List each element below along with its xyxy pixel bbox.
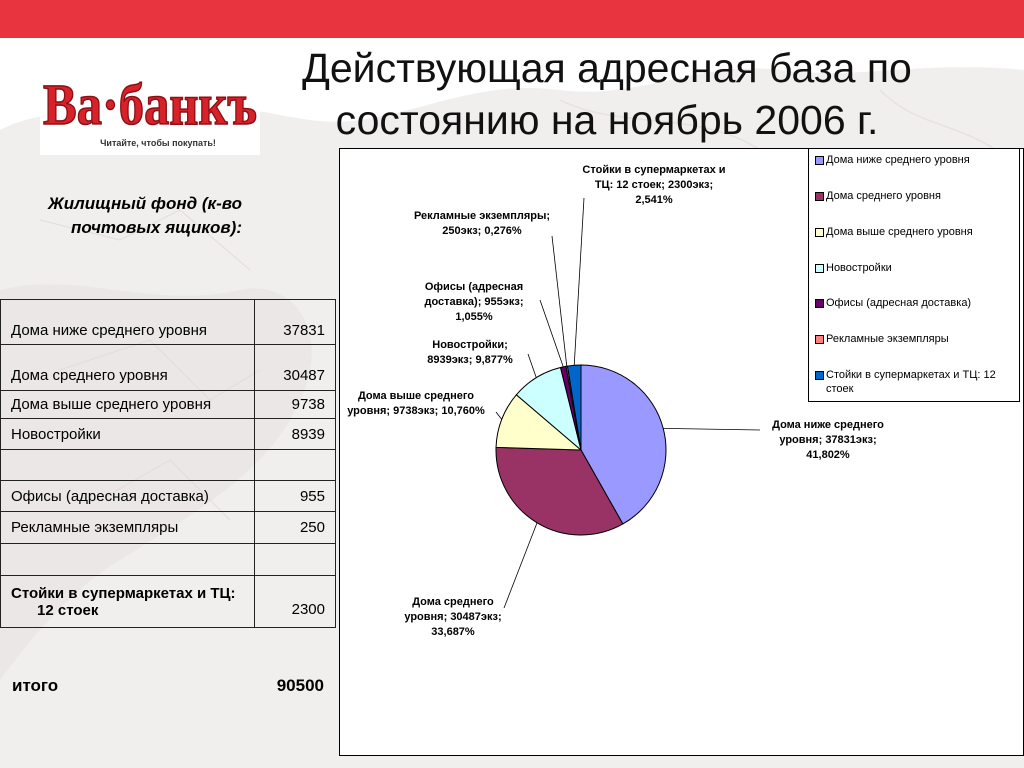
svg-text:Читайте, чтобы покупать!: Читайте, чтобы покупать!	[100, 138, 216, 148]
row-label: Дома среднего уровня	[1, 345, 255, 391]
row-label: Стойки в супермаркетах и ТЦ: 12 стоек	[1, 576, 255, 628]
legend-label: Дома ниже среднего уровня	[826, 154, 970, 166]
legend-swatch-1	[815, 192, 824, 201]
total-label: итого	[12, 676, 59, 695]
legend-swatch-6	[815, 371, 824, 380]
data-label-0: Дома ниже среднего уровня; 37831экз; 41,802%	[772, 419, 884, 461]
data-label-1: Дома среднего уровня; 30487экз; 33,687%	[404, 596, 502, 638]
row-value: 30487	[255, 345, 336, 391]
row-value: 250	[255, 512, 336, 544]
legend-label: Новостройки	[826, 262, 892, 274]
leader-line	[540, 300, 563, 367]
row-label: Дома выше среднего уровня	[1, 391, 255, 419]
legend-label: Рекламные экземпляры	[826, 333, 949, 345]
legend-swatch-3	[815, 264, 824, 273]
row-label: Офисы (адресная доставка)	[1, 481, 255, 512]
row-value: 37831	[255, 300, 336, 345]
leader-line	[663, 428, 760, 430]
data-label-2: Дома выше среднего уровня; 9738экз; 10,760%	[347, 390, 485, 417]
data-label-3: Новостройки; 8939экз; 9,877%	[427, 339, 513, 366]
legend-label: Стойки в супермаркетах и ТЦ: 12 стоек	[826, 369, 996, 395]
legend-swatch-4	[815, 299, 824, 308]
leader-line	[496, 412, 502, 419]
title-line-2: состоянию на ноябрь 2006 г.	[335, 97, 879, 143]
title-line-1: Действующая адресная база по	[302, 45, 912, 91]
row-value: 2300	[255, 576, 336, 628]
total-value: 90500	[276, 676, 324, 695]
legend-swatch-0	[815, 156, 824, 165]
data-label-6: Стойки в супермаркетах и ТЦ: 12 стоек; 2300экз; 2,541%	[582, 164, 726, 206]
row-value: 8939	[255, 419, 336, 450]
legend-label: Дома среднего уровня	[826, 190, 941, 202]
leader-line	[574, 198, 584, 365]
row-label: Рекламные экземпляры	[1, 512, 255, 544]
row-label: Новостройки	[1, 419, 255, 450]
chart-legend	[808, 148, 1020, 402]
row-value: 955	[255, 481, 336, 512]
data-label-4: Офисы (адресная доставка); 955экз; 1,055%	[424, 281, 524, 323]
legend-label: Офисы (адресная доставка)	[826, 297, 972, 309]
svg-text:Ва·банкъ: Ва·банкъ	[43, 72, 257, 137]
row-value: 9738	[255, 391, 336, 419]
legend-swatch-5	[815, 335, 824, 344]
leader-line	[552, 236, 567, 366]
legend-label: Дома выше среднего уровня	[826, 226, 973, 238]
data-label-5: Рекламные экземпляры; 250экз; 0,276%	[413, 210, 551, 237]
row-label: Дома ниже среднего уровня	[1, 300, 255, 345]
legend-swatch-2	[815, 228, 824, 237]
table-subtitle: Жилищный фонд (к-во почтовых ящиков):	[48, 194, 242, 237]
